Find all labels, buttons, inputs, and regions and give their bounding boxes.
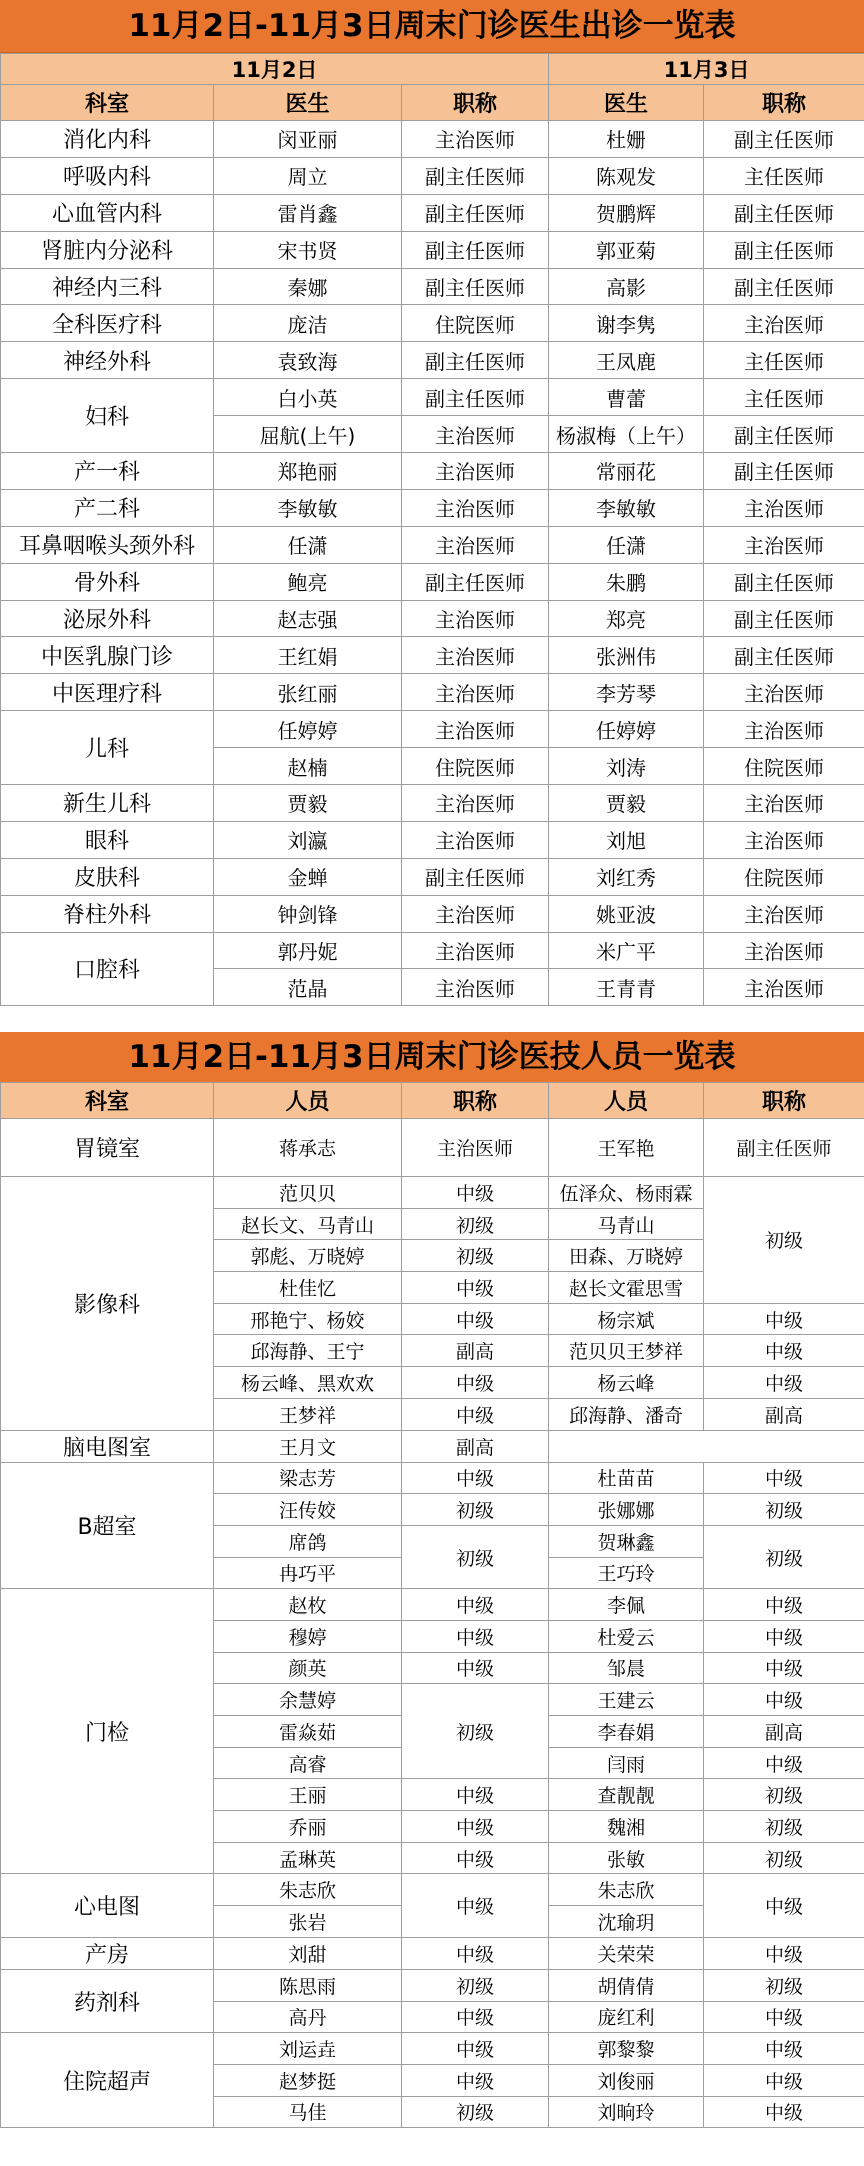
staff-cell: 王军艳 [549, 1119, 704, 1177]
title-cell: 中级 [402, 1652, 549, 1684]
title-cell: 主治医师 [402, 1119, 549, 1177]
doctor-cell: 秦娜 [214, 268, 402, 305]
technician-row [1, 1969, 864, 2001]
doctor-row [1, 563, 864, 600]
dept-cell: 胃镜室 [1, 1119, 214, 1177]
date2-header: 11月3日 [549, 54, 864, 85]
title-cell: 主治医师 [704, 932, 864, 969]
title-cell: 副主任医师 [704, 563, 864, 600]
title-cell: 住院医师 [704, 748, 864, 785]
staff-cell: 刘晌玲 [549, 2096, 704, 2128]
title-cell: 主治医师 [402, 121, 549, 158]
doctor-row [1, 526, 864, 563]
staff-cell: 庞红利 [549, 2001, 704, 2033]
dept-cell: 中医乳腺门诊 [1, 637, 214, 674]
doctor-row [1, 489, 864, 526]
title-cell: 中级 [402, 1303, 549, 1335]
title-cell: 初级 [704, 1969, 864, 2001]
dept-cell: 心电图 [1, 1874, 214, 1937]
staff-cell: 刘运垚 [214, 2033, 402, 2065]
title-cell: 副主任医师 [402, 268, 549, 305]
dept-cell: 儿科 [1, 711, 214, 785]
doctor-cell: 白小英 [214, 379, 402, 416]
doctor-cell: 刘涛 [549, 748, 704, 785]
dept-cell: 呼吸内科 [1, 157, 214, 194]
dept-cell: B超室 [1, 1462, 214, 1589]
doctor-cell: 闵亚丽 [214, 121, 402, 158]
dept-cell: 心血管内科 [1, 194, 214, 231]
technicians-table [0, 1082, 864, 2128]
title-cell: 住院医师 [402, 305, 549, 342]
doctor-row [1, 821, 864, 858]
staff-cell: 汪传姣 [214, 1494, 402, 1526]
doctor-cell: 鲍亮 [214, 563, 402, 600]
title-cell: 主治医师 [704, 785, 864, 822]
header-doctor-1: 医生 [214, 85, 402, 121]
doctor-row [1, 932, 864, 969]
title-cell: 主治医师 [704, 305, 864, 342]
staff-cell: 穆婷 [214, 1620, 402, 1652]
staff-cell: 邱海静、王宁 [214, 1335, 402, 1367]
dept-cell: 脑电图室 [1, 1430, 214, 1462]
doctor-cell: 李敏敏 [549, 489, 704, 526]
title-cell: 中级 [704, 1620, 864, 1652]
tech-header-dept: 科室 [1, 1083, 214, 1119]
dept-cell: 妇科 [1, 379, 214, 453]
technician-row [1, 1119, 864, 1177]
tech-header-title-1: 职称 [402, 1083, 549, 1119]
staff-cell: 朱志欣 [549, 1874, 704, 1906]
staff-cell: 杜佳忆 [214, 1272, 402, 1304]
staff-cell: 邱海静、潘奇 [549, 1398, 704, 1430]
title-cell: 副主任医师 [704, 268, 864, 305]
dept-cell: 耳鼻咽喉头颈外科 [1, 526, 214, 563]
doctors-title: 11月2日-11月3日周末门诊医生出诊一览表 [0, 0, 864, 53]
staff-cell: 范贝贝 [214, 1177, 402, 1209]
title-cell: 副主任医师 [704, 1119, 864, 1177]
staff-cell: 马青山 [549, 1208, 704, 1240]
doctor-cell: 郑亮 [549, 600, 704, 637]
technician-row [1, 1874, 864, 1906]
title-cell: 主治医师 [402, 969, 549, 1006]
doctor-cell: 袁致海 [214, 342, 402, 379]
doctor-cell: 任婷婷 [214, 711, 402, 748]
title-cell: 中级 [704, 1367, 864, 1399]
title-cell: 副高 [704, 1398, 864, 1430]
title-cell: 初级 [402, 1684, 549, 1779]
dept-cell: 新生儿科 [1, 785, 214, 822]
title-cell: 中级 [704, 2064, 864, 2096]
dept-cell: 产房 [1, 1937, 214, 1969]
staff-cell: 赵长文、马青山 [214, 1208, 402, 1240]
doctor-row [1, 231, 864, 268]
technician-row [1, 1462, 864, 1494]
staff-cell: 张娜娜 [549, 1494, 704, 1526]
dept-cell: 皮肤科 [1, 858, 214, 895]
title-cell: 初级 [402, 1525, 549, 1588]
staff-cell: 朱志欣 [214, 1874, 402, 1906]
doctor-cell: 宋书贤 [214, 231, 402, 268]
doctor-cell: 钟剑锋 [214, 895, 402, 932]
staff-cell: 郭彪、万晓婷 [214, 1240, 402, 1272]
doctor-cell: 赵志强 [214, 600, 402, 637]
title-cell: 主治医师 [704, 969, 864, 1006]
doctor-row [1, 194, 864, 231]
staff-cell: 赵梦挺 [214, 2064, 402, 2096]
staff-cell: 王梦祥 [214, 1398, 402, 1430]
dept-cell: 全科医疗科 [1, 305, 214, 342]
header-title-1: 职称 [402, 85, 549, 121]
technician-row [1, 2033, 864, 2065]
title-cell: 中级 [704, 1589, 864, 1621]
title-cell: 住院医师 [704, 858, 864, 895]
title-cell: 主治医师 [402, 600, 549, 637]
title-cell: 中级 [402, 1589, 549, 1621]
title-cell: 中级 [402, 2064, 549, 2096]
title-cell: 副主任医师 [402, 194, 549, 231]
column-header-row [1, 85, 864, 121]
doctor-cell: 雷肖鑫 [214, 194, 402, 231]
title-cell: 副主任医师 [704, 231, 864, 268]
title-cell: 中级 [402, 2033, 549, 2065]
staff-cell: 李佩 [549, 1589, 704, 1621]
tech-header-staff-2: 人员 [549, 1083, 704, 1119]
doctor-cell: 贾毅 [214, 785, 402, 822]
title-cell: 初级 [402, 1208, 549, 1240]
title-cell: 副主任医师 [402, 231, 549, 268]
doctor-row [1, 342, 864, 379]
date1-header: 11月2日 [1, 54, 549, 85]
doctor-row [1, 858, 864, 895]
dept-cell: 产二科 [1, 489, 214, 526]
doctor-row [1, 268, 864, 305]
title-cell: 副主任医师 [704, 121, 864, 158]
doctor-cell: 金蝉 [214, 858, 402, 895]
title-cell: 副主任医师 [704, 194, 864, 231]
doctor-cell: 李敏敏 [214, 489, 402, 526]
title-cell: 副主任医师 [704, 416, 864, 453]
title-cell: 中级 [704, 1462, 864, 1494]
title-cell: 中级 [704, 1335, 864, 1367]
staff-cell: 梁志芳 [214, 1462, 402, 1494]
header-doctor-2: 医生 [549, 85, 704, 121]
staff-cell: 郭黎黎 [549, 2033, 704, 2065]
title-cell: 主治医师 [402, 711, 549, 748]
title-cell: 中级 [402, 1842, 549, 1874]
staff-cell: 王建云 [549, 1684, 704, 1716]
technician-row [1, 1589, 864, 1621]
title-cell: 中级 [402, 1367, 549, 1399]
header-dept: 科室 [1, 85, 214, 121]
title-cell: 中级 [402, 1620, 549, 1652]
doctor-cell: 陈观发 [549, 157, 704, 194]
staff-cell: 贺琳鑫 [549, 1525, 704, 1557]
technician-row [1, 1937, 864, 1969]
doctor-row [1, 895, 864, 932]
staff-cell: 杜爱云 [549, 1620, 704, 1652]
staff-cell: 刘甜 [214, 1937, 402, 1969]
title-cell: 副主任医师 [402, 157, 549, 194]
staff-cell: 陈思雨 [214, 1969, 402, 2001]
doctor-cell: 刘红秀 [549, 858, 704, 895]
doctor-row [1, 121, 864, 158]
dept-cell: 肾脏内分泌科 [1, 231, 214, 268]
title-cell: 主治医师 [402, 453, 549, 490]
staff-cell: 闫雨 [549, 1747, 704, 1779]
staff-cell: 关荣荣 [549, 1937, 704, 1969]
doctor-row [1, 711, 864, 748]
doctor-cell: 郭丹妮 [214, 932, 402, 969]
staff-cell: 赵长文霍思雪 [549, 1272, 704, 1304]
doctor-row [1, 157, 864, 194]
staff-cell: 杨云峰、黑欢欢 [214, 1367, 402, 1399]
doctor-cell: 范晶 [214, 969, 402, 1006]
staff-cell: 田森、万晓婷 [549, 1240, 704, 1272]
title-cell: 初级 [704, 1177, 864, 1304]
title-cell: 中级 [402, 1398, 549, 1430]
title-cell: 主治医师 [402, 489, 549, 526]
staff-cell: 魏湘 [549, 1811, 704, 1843]
doctor-cell: 任婷婷 [549, 711, 704, 748]
staff-cell: 高睿 [214, 1747, 402, 1779]
technician-row [1, 1430, 864, 1462]
doctor-cell: 任潇 [214, 526, 402, 563]
title-cell: 主治医师 [402, 416, 549, 453]
title-cell: 中级 [704, 1874, 864, 1937]
title-cell: 中级 [402, 1779, 549, 1811]
title-cell: 中级 [704, 1303, 864, 1335]
title-cell: 主任医师 [704, 157, 864, 194]
title-cell: 主治医师 [704, 674, 864, 711]
dept-cell: 门检 [1, 1589, 214, 1874]
title-cell: 中级 [402, 2001, 549, 2033]
title-cell: 中级 [704, 1747, 864, 1779]
staff-cell [549, 1430, 864, 1462]
title-cell: 主治医师 [704, 711, 864, 748]
title-cell: 初级 [704, 1525, 864, 1588]
title-cell: 主治医师 [402, 821, 549, 858]
title-cell: 主治医师 [704, 526, 864, 563]
doctor-cell: 刘旭 [549, 821, 704, 858]
title-cell: 主治医师 [704, 895, 864, 932]
title-cell: 副主任医师 [704, 600, 864, 637]
staff-cell: 杜苗苗 [549, 1462, 704, 1494]
doctor-cell: 杜姗 [549, 121, 704, 158]
dept-cell: 产一科 [1, 453, 214, 490]
technician-row [1, 1177, 864, 1209]
doctor-cell: 屈航(上午) [214, 416, 402, 453]
title-cell: 初级 [704, 1779, 864, 1811]
staff-cell: 杨宗斌 [549, 1303, 704, 1335]
title-cell: 主治医师 [704, 489, 864, 526]
title-cell: 初级 [704, 1842, 864, 1874]
dept-cell: 影像科 [1, 1177, 214, 1431]
header-title-2: 职称 [704, 85, 864, 121]
staff-cell: 蒋承志 [214, 1119, 402, 1177]
doctor-row [1, 674, 864, 711]
title-cell: 副主任医师 [402, 342, 549, 379]
doctor-cell: 谢李隽 [549, 305, 704, 342]
title-cell: 副高 [402, 1430, 549, 1462]
title-cell: 副高 [402, 1335, 549, 1367]
title-cell: 初级 [402, 2096, 549, 2128]
staff-cell: 邢艳宁、杨姣 [214, 1303, 402, 1335]
doctor-cell: 任潇 [549, 526, 704, 563]
title-cell: 中级 [402, 1874, 549, 1937]
title-cell: 中级 [402, 1811, 549, 1843]
doctor-cell: 高影 [549, 268, 704, 305]
staff-cell: 马佳 [214, 2096, 402, 2128]
date-header-row [1, 54, 864, 85]
title-cell: 住院医师 [402, 748, 549, 785]
doctor-cell: 王凤鹿 [549, 342, 704, 379]
title-cell: 副主任医师 [704, 637, 864, 674]
doctor-cell: 贺鹏辉 [549, 194, 704, 231]
staff-cell: 胡倩倩 [549, 1969, 704, 2001]
staff-cell: 张岩 [214, 1906, 402, 1938]
doctor-cell: 刘瀛 [214, 821, 402, 858]
staff-cell: 高丹 [214, 2001, 402, 2033]
dept-cell: 中医理疗科 [1, 674, 214, 711]
tech-header-title-2: 职称 [704, 1083, 864, 1119]
doctor-cell: 郑艳丽 [214, 453, 402, 490]
title-cell: 中级 [704, 1684, 864, 1716]
dept-cell: 住院超声 [1, 2033, 214, 2128]
staff-cell: 赵枚 [214, 1589, 402, 1621]
title-cell: 中级 [704, 2033, 864, 2065]
dept-cell: 神经外科 [1, 342, 214, 379]
staff-cell: 冉巧平 [214, 1557, 402, 1589]
dept-cell: 神经内三科 [1, 268, 214, 305]
staff-cell: 颜英 [214, 1652, 402, 1684]
title-cell: 主治医师 [402, 637, 549, 674]
title-cell: 初级 [704, 1811, 864, 1843]
title-cell: 中级 [704, 1652, 864, 1684]
tech-column-header-row [1, 1083, 864, 1119]
title-cell: 副高 [704, 1716, 864, 1748]
title-cell: 主治医师 [402, 895, 549, 932]
title-cell: 副主任医师 [402, 379, 549, 416]
dept-cell: 药剂科 [1, 1969, 214, 2032]
doctor-cell: 王青青 [549, 969, 704, 1006]
doctor-cell: 曹蕾 [549, 379, 704, 416]
title-cell: 主治医师 [402, 932, 549, 969]
doctor-cell: 张洲伟 [549, 637, 704, 674]
staff-cell: 余慧婷 [214, 1684, 402, 1716]
staff-cell: 王巧玲 [549, 1557, 704, 1589]
doctor-cell: 王红娟 [214, 637, 402, 674]
title-cell: 副主任医师 [704, 453, 864, 490]
doctor-cell: 周立 [214, 157, 402, 194]
title-cell: 主治医师 [402, 526, 549, 563]
title-cell: 中级 [704, 2096, 864, 2128]
doctors-table [0, 53, 864, 1006]
dept-cell: 骨外科 [1, 563, 214, 600]
staff-cell: 伍泽众、杨雨霖 [549, 1177, 704, 1209]
title-cell: 初级 [402, 1240, 549, 1272]
title-cell: 中级 [704, 1937, 864, 1969]
title-cell: 初级 [704, 1494, 864, 1526]
staff-cell: 席鸽 [214, 1525, 402, 1557]
technicians-title: 11月2日-11月3日周末门诊医技人员一览表 [0, 1032, 864, 1083]
doctor-row [1, 785, 864, 822]
doctor-cell: 赵楠 [214, 748, 402, 785]
dept-cell: 脊柱外科 [1, 895, 214, 932]
title-cell: 副主任医师 [402, 563, 549, 600]
staff-cell: 沈瑜玥 [549, 1906, 704, 1938]
title-cell: 主任医师 [704, 379, 864, 416]
doctor-cell: 姚亚波 [549, 895, 704, 932]
staff-cell: 王丽 [214, 1779, 402, 1811]
doctor-cell: 常丽花 [549, 453, 704, 490]
doctor-cell: 郭亚菊 [549, 231, 704, 268]
title-cell: 中级 [402, 1272, 549, 1304]
title-cell: 主治医师 [704, 821, 864, 858]
staff-cell: 刘俊丽 [549, 2064, 704, 2096]
title-cell: 中级 [402, 1177, 549, 1209]
doctor-cell: 庞洁 [214, 305, 402, 342]
dept-cell: 口腔科 [1, 932, 214, 1006]
staff-cell: 孟琳英 [214, 1842, 402, 1874]
staff-cell: 乔丽 [214, 1811, 402, 1843]
title-cell: 主任医师 [704, 342, 864, 379]
doctor-cell: 米广平 [549, 932, 704, 969]
staff-cell: 范贝贝王梦祥 [549, 1335, 704, 1367]
doctor-cell: 朱鹏 [549, 563, 704, 600]
staff-cell: 雷焱茹 [214, 1716, 402, 1748]
doctor-row [1, 379, 864, 416]
dept-cell: 眼科 [1, 821, 214, 858]
title-cell: 中级 [704, 2001, 864, 2033]
doctor-cell: 李芳琴 [549, 674, 704, 711]
doctor-cell: 杨淑梅（上午） [549, 416, 704, 453]
title-cell: 初级 [402, 1494, 549, 1526]
doctor-cell: 贾毅 [549, 785, 704, 822]
doctor-row [1, 637, 864, 674]
dept-cell: 消化内科 [1, 121, 214, 158]
doctor-cell: 张红丽 [214, 674, 402, 711]
title-cell: 中级 [402, 1937, 549, 1969]
doctor-row [1, 600, 864, 637]
staff-cell: 张敏 [549, 1842, 704, 1874]
title-cell: 副主任医师 [402, 858, 549, 895]
staff-cell: 邹晨 [549, 1652, 704, 1684]
doctor-row [1, 305, 864, 342]
title-cell: 初级 [402, 1969, 549, 2001]
staff-cell: 李春娟 [549, 1716, 704, 1748]
staff-cell: 杨云峰 [549, 1367, 704, 1399]
staff-cell: 王月文 [214, 1430, 402, 1462]
doctor-row [1, 453, 864, 490]
staff-cell: 查靓靓 [549, 1779, 704, 1811]
title-cell: 主治医师 [402, 785, 549, 822]
dept-cell: 泌尿外科 [1, 600, 214, 637]
tech-header-staff-1: 人员 [214, 1083, 402, 1119]
title-cell: 主治医师 [402, 674, 549, 711]
title-cell: 中级 [402, 1462, 549, 1494]
